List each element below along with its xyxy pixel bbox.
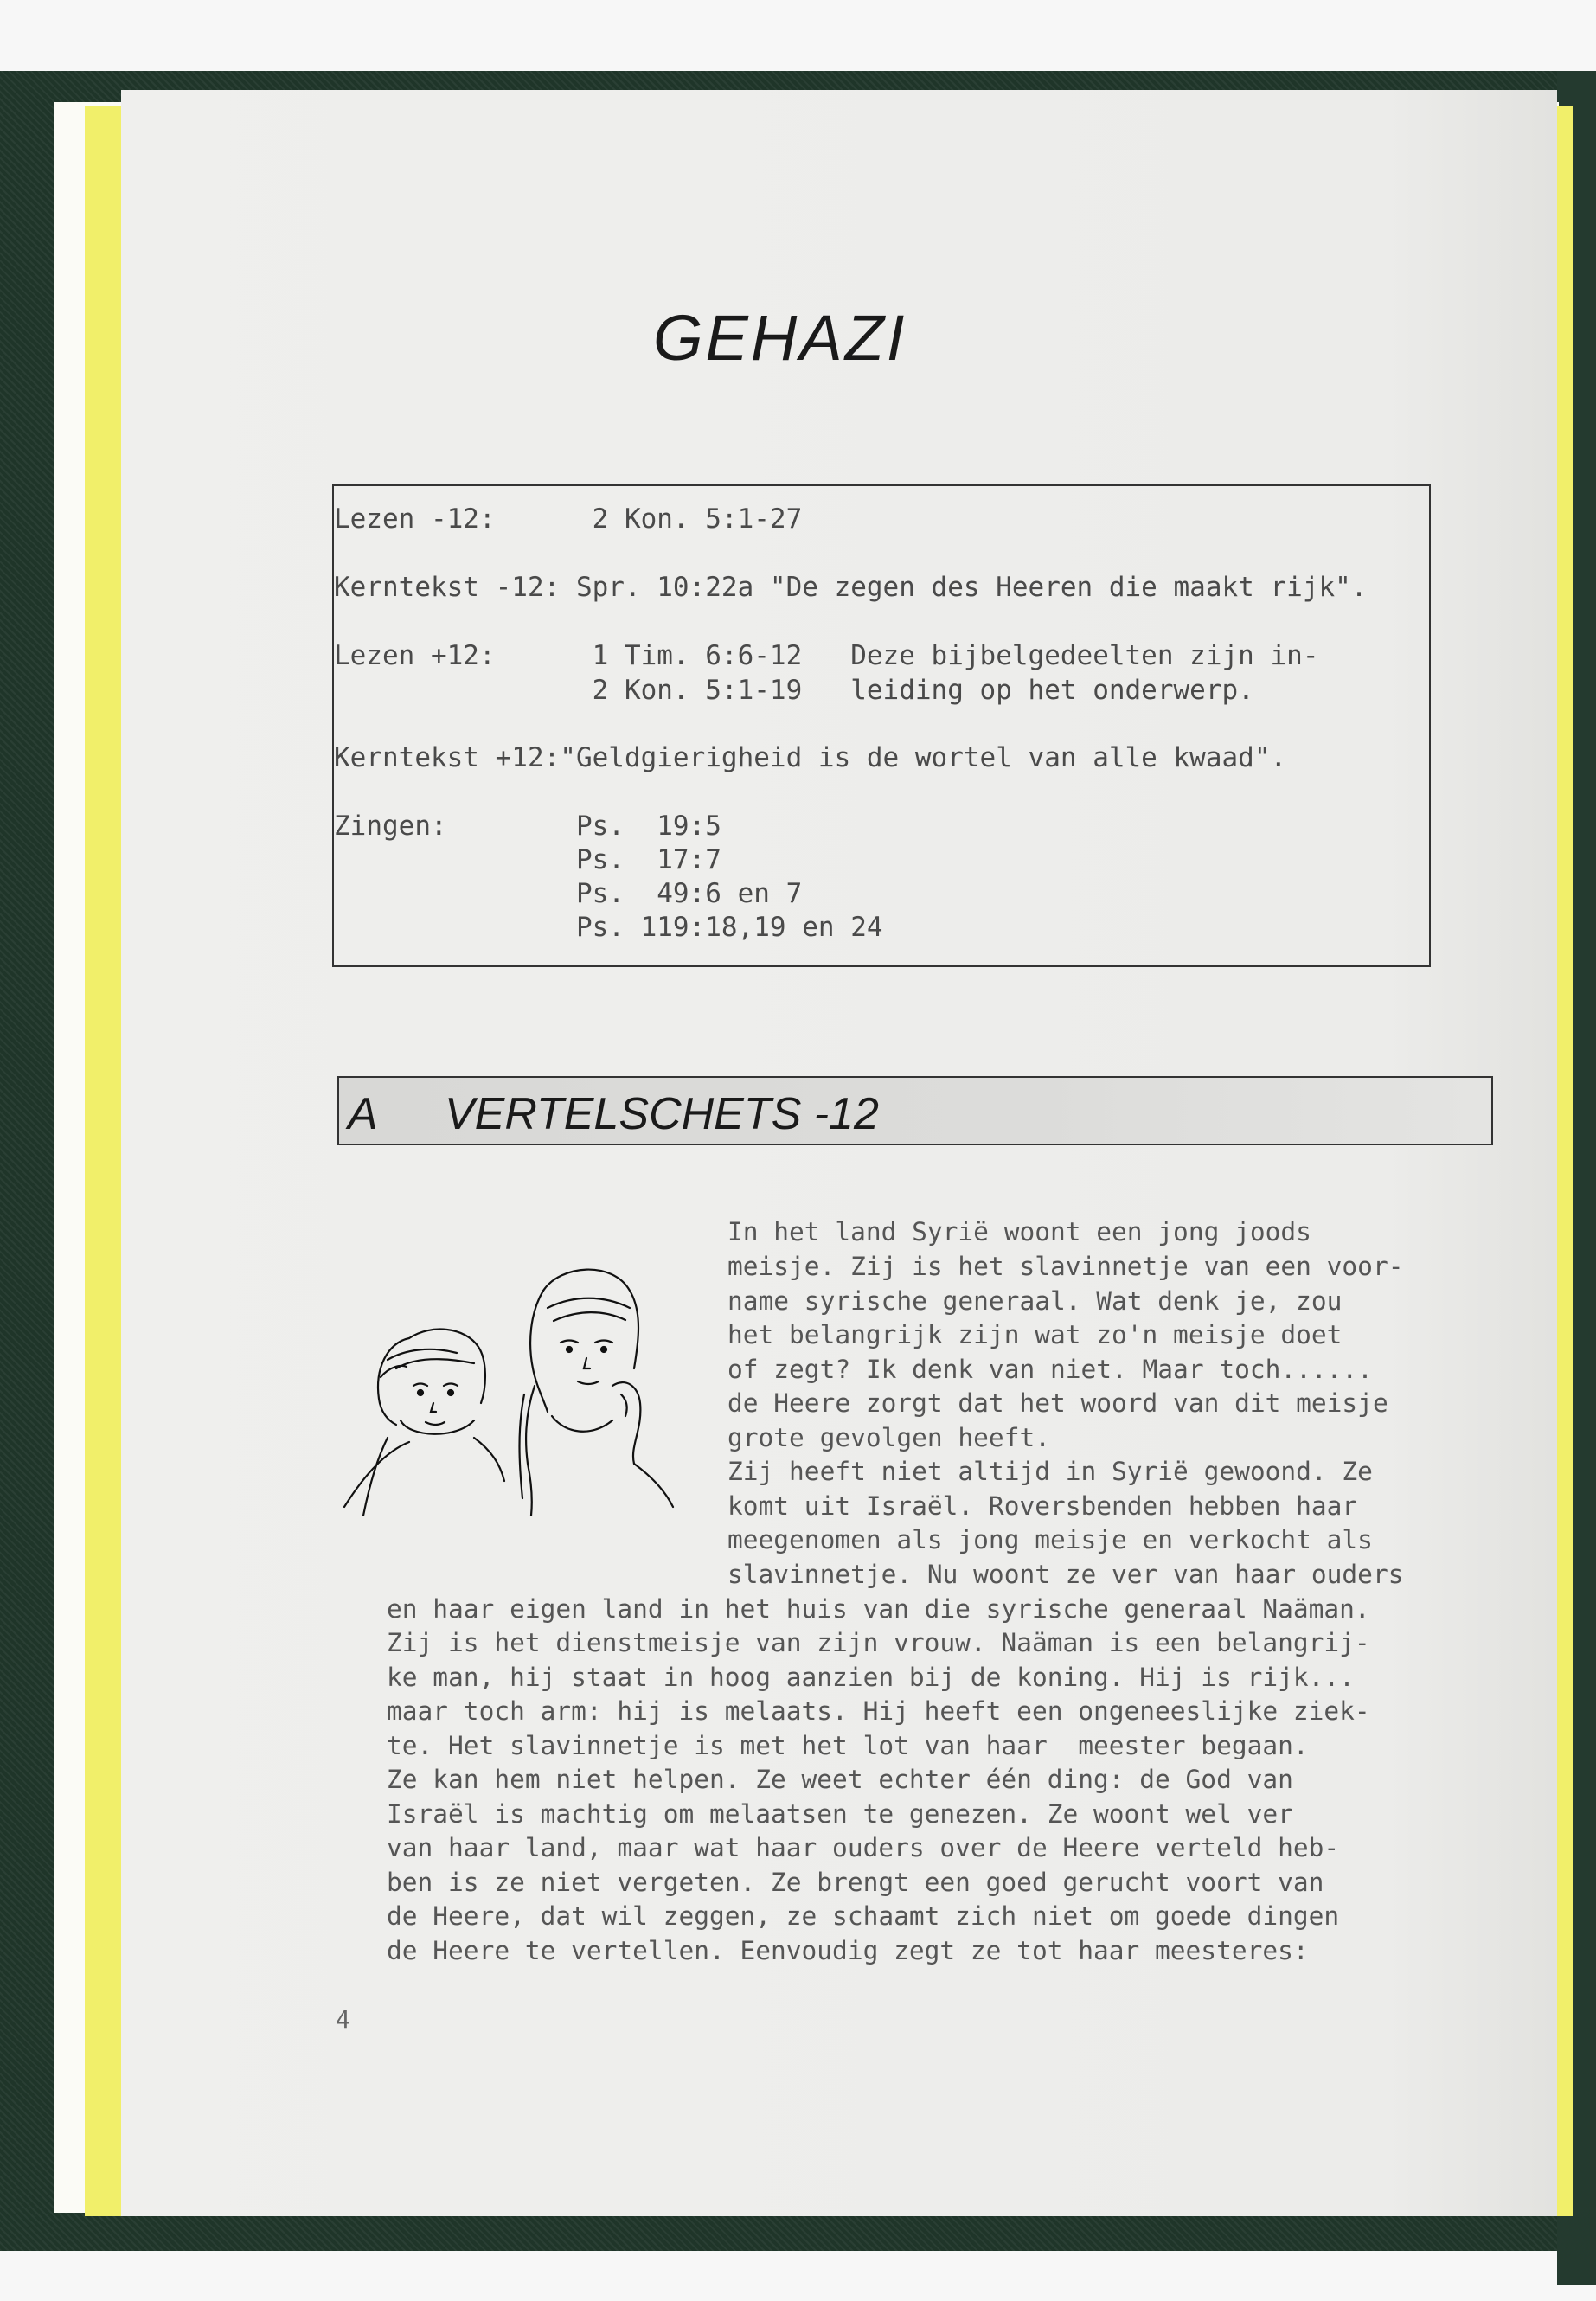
section-heading: VERTELSCHETS -12 bbox=[445, 1089, 879, 1139]
body-line: Zij is het dienstmeisje van zijn vrouw. Naäman is een belangrij- bbox=[387, 1628, 1370, 1657]
body-line: en haar eigen land in het huis van die syrische generaal Naäman. bbox=[387, 1594, 1370, 1624]
body-line: In het land Syrië woont een jong joods bbox=[727, 1217, 1311, 1247]
body-line: het belangrijk zijn wat zo'n meisje doet bbox=[727, 1320, 1343, 1349]
info-line-psalm-4: Ps. 119:18,19 en 24 bbox=[334, 912, 883, 943]
info-line-kerntekst-plus12: Kerntekst +12:"Geldgierigheid is de wortel van alle kwaad". bbox=[334, 742, 1287, 773]
info-line-lezen-min12: Lezen -12: 2 Kon. 5:1-27 bbox=[334, 503, 803, 535]
body-line: ben is ze niet vergeten. Ze brengt een goed gerucht voort van bbox=[387, 1868, 1324, 1897]
info-line-zingen: Zingen: Ps. 19:5 bbox=[334, 811, 721, 842]
body-line: van haar land, maar wat haar ouders over de Heere verteld heb- bbox=[387, 1833, 1340, 1862]
body-line: maar toch arm: hij is melaats. Hij heeft een ongeneeslijke ziek- bbox=[387, 1696, 1370, 1726]
body-line: name syrische generaal. Wat denk je, zou bbox=[727, 1286, 1343, 1316]
section-letter: A bbox=[348, 1089, 378, 1139]
info-line-psalm-2: Ps. 17:7 bbox=[334, 844, 721, 875]
body-line: meegenomen als jong meisje en verkocht als bbox=[727, 1525, 1373, 1554]
body-line: slavinnetje. Nu woont ze ver van haar ouders bbox=[727, 1560, 1404, 1589]
body-line: ke man, hij staat in hoog aanzien bij de koning. Hij is rijk... bbox=[387, 1663, 1355, 1692]
body-line: de Heere, dat wil zeggen, ze schaamt zich niet om goede dingen bbox=[387, 1901, 1340, 1931]
page-number: 4 bbox=[336, 2005, 350, 2034]
body-line: grote gevolgen heeft. bbox=[727, 1423, 1050, 1452]
body-line: Israël is machtig om melaatsen te genezen. Ze woont wel ver bbox=[387, 1799, 1293, 1829]
info-line-lezen-plus12-cont: 2 Kon. 5:1-19 leiding op het onderwerp. bbox=[334, 675, 1254, 706]
body-line: te. Het slavinnetje is met het lot van haar meester begaan. bbox=[387, 1731, 1309, 1760]
body-line: Ze kan hem niet helpen. Ze weet echter één ding: de God van bbox=[387, 1765, 1293, 1794]
section-heading-bar bbox=[337, 1076, 1493, 1145]
page-title: GEHAZI bbox=[653, 302, 907, 374]
body-line: of zegt? Ik denk van niet. Maar toch...... bbox=[727, 1355, 1373, 1384]
info-line-lezen-plus12: Lezen +12: 1 Tim. 6:6-12 Deze bijbelgedeelten zijn in- bbox=[334, 640, 1319, 671]
body-line: de Heere zorgt dat het woord van dit meisje bbox=[727, 1388, 1388, 1418]
body-line: meisje. Zij is het slavinnetje van een voor- bbox=[727, 1252, 1404, 1281]
info-line-kerntekst-min12: Kerntekst -12: Spr. 10:22a "De zegen des Heeren die maakt rijk". bbox=[334, 572, 1368, 603]
body-line: Zij heeft niet altijd in Syrië gewoond. Ze bbox=[727, 1457, 1373, 1486]
body-line: komt uit Israël. Roversbenden hebben haar bbox=[727, 1491, 1358, 1521]
body-line: de Heere te vertellen. Eenvoudig zegt ze tot haar meesteres: bbox=[387, 1936, 1309, 1965]
two-girls-illustration bbox=[327, 1256, 699, 1516]
info-line-psalm-3: Ps. 49:6 en 7 bbox=[334, 878, 803, 909]
